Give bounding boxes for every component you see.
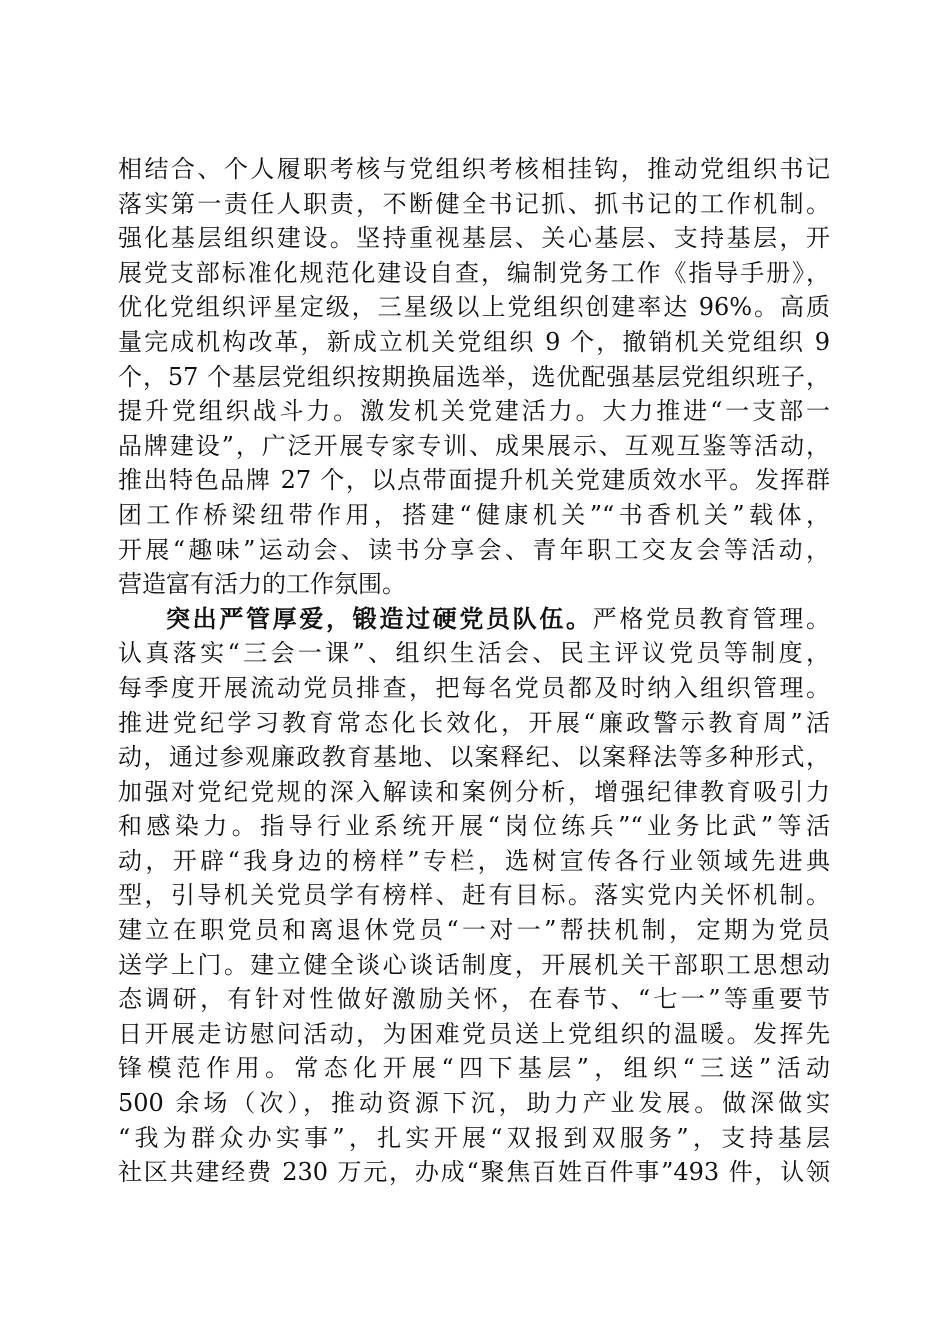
heading-trailing-text: 严格党员教育管理。 — [592, 604, 830, 633]
text-line: 优化党组织评星定级，三星级以上党组织创建率达 96%。高质 — [118, 293, 830, 322]
text-line-first — [118, 602, 830, 637]
text-line: 500 余场（次），推动资源下沉，助力产业发展。做深做实 — [118, 1089, 830, 1118]
text-line: 展党支部标准化规范化建设自查，编制党务工作《指导手册》， — [118, 258, 830, 287]
document-body — [118, 152, 830, 1190]
text-line: 态调研，有针对性做好激励关怀，在春节、“七一”等重要节 — [118, 985, 830, 1014]
text-line: 提升党组织战斗力。激发机关党建活力。大力推进“一支部一 — [118, 397, 830, 426]
paragraph-party-organization — [118, 152, 830, 602]
text-line: 送学上门。建立健全谈心谈话制度，开展机关干部职工思想动 — [118, 950, 830, 979]
text-line: 和感染力。指导行业系统开展“岗位练兵”“业务比武”等活 — [118, 812, 830, 841]
text-line: 动，开辟“我身边的榜样”专栏，选树宣传各行业领域先进典 — [118, 846, 830, 875]
text-line: 加强对党纪党规的深入解读和案例分析，增强纪律教育吸引力 — [118, 777, 830, 806]
text-line: 推出特色品牌 27 个，以点带面提升机关党建质效水平。发挥群 — [118, 466, 830, 495]
text-line: 相结合、个人履职考核与党组织考核相挂钩，推动党组织书记 — [118, 155, 830, 183]
text-line: 锋模范作用。常态化开展“四下基层”，组织“三送”活动 — [118, 1054, 830, 1083]
text-line: 建立在职党员和离退休党员“一对一”帮扶机制，定期为党员 — [118, 916, 830, 945]
text-line: “我为群众办实事”，扎实开展“双报到双服务”，支持基层 — [118, 1123, 830, 1152]
section-heading: 突出严管厚爱，锻造过硬党员队伍。 — [166, 604, 593, 633]
text-line: 个，57 个基层党组织按期换届选举，选优配强基层党组织班子， — [118, 362, 830, 391]
text-line: 量完成机构改革，新成立机关党组织 9 个，撤销机关党组织 9 — [118, 327, 830, 356]
text-line: 团工作桥梁纽带作用，搭建“健康机关”“书香机关”载体， — [118, 500, 830, 529]
text-line: 强化基层组织建设。坚持重视基层、关心基层、支持基层，开 — [118, 224, 830, 253]
paragraph-party-members — [118, 602, 830, 1190]
text-line: 落实第一责任人职责，不断健全书记抓、抓书记的工作机制。 — [118, 189, 830, 218]
text-line: 品牌建设”，广泛开展专家专训、成果展示、互观互鉴等活动， — [118, 431, 830, 460]
text-line: 日开展走访慰问活动，为困难党员送上党组织的温暖。发挥先 — [118, 1019, 830, 1048]
text-line: 型，引导机关党员学有榜样、赶有目标。落实党内关怀机制。 — [118, 881, 830, 910]
text-line: 营造富有活力的工作氛围。 — [118, 570, 406, 599]
text-line: 动，通过参观廉政教育基地、以案释纪、以案释法等多种形式， — [118, 743, 830, 772]
text-line: 每季度开展流动党员排查，把每名党员都及时纳入组织管理。 — [118, 673, 830, 702]
text-line: 推进党纪学习教育常态化长效化，开展“廉政警示教育周”活 — [118, 708, 830, 737]
text-line: 开展“趣味”运动会、读书分享会、青年职工交友会等活动， — [118, 535, 830, 564]
text-line: 社区共建经费 230 万元，办成“聚焦百姓百件事”493 件，认领 — [118, 1158, 830, 1187]
text-line: 认真落实“三会一课”、组织生活会、民主评议党员等制度， — [118, 639, 830, 668]
